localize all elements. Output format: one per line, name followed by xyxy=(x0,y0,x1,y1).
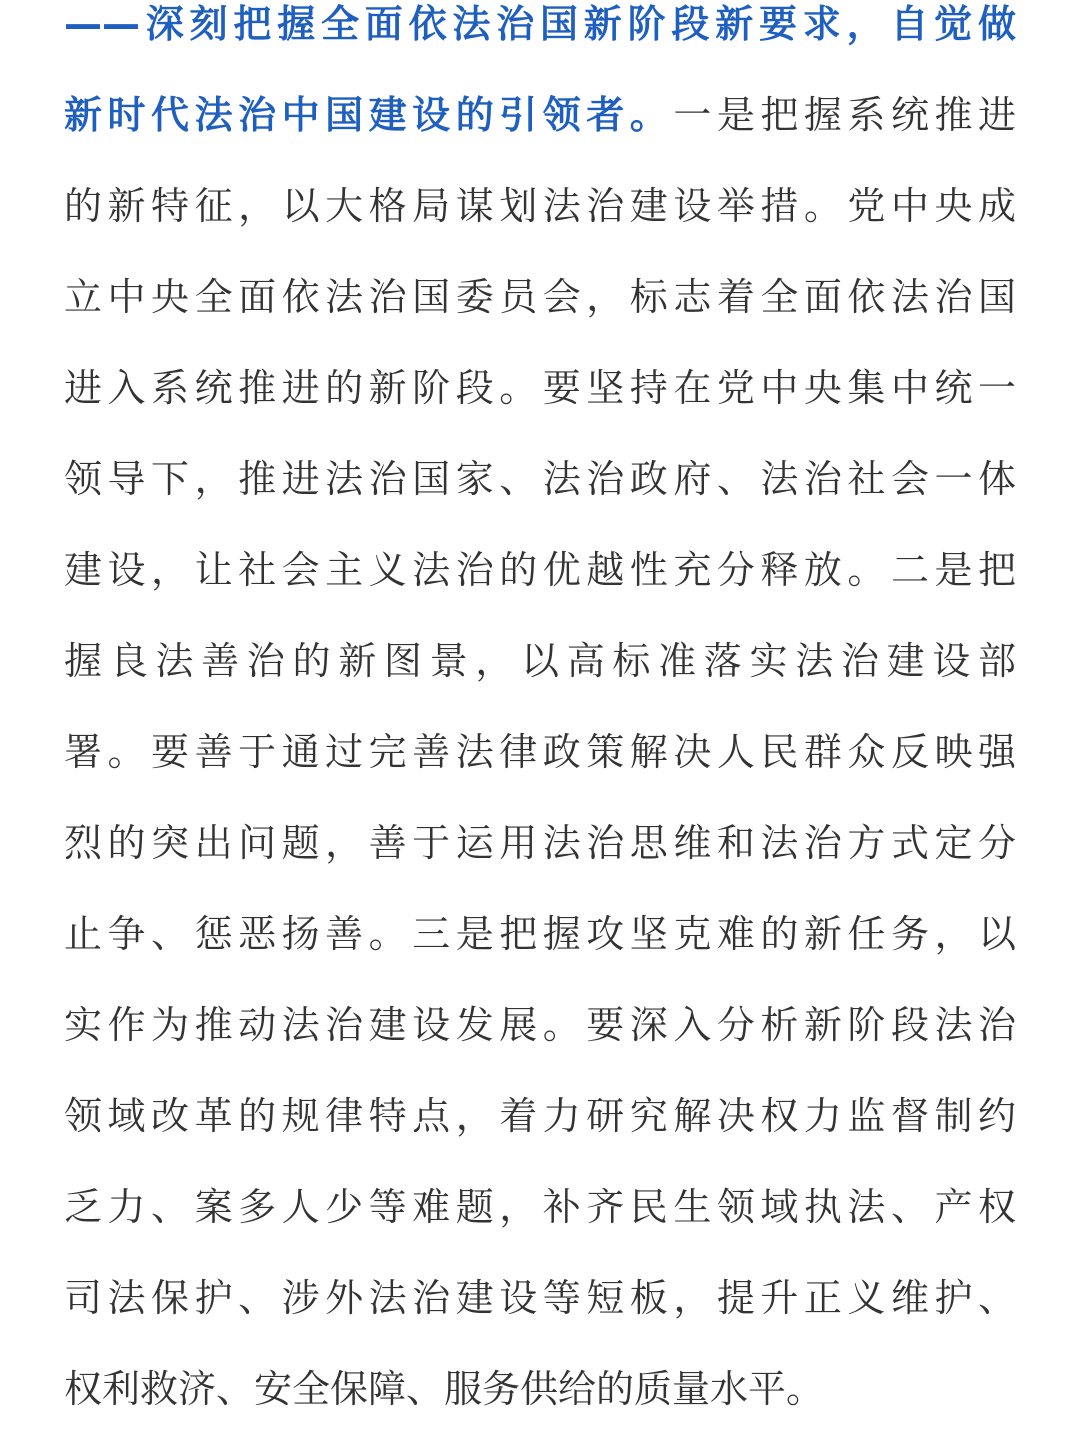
text-line-14 xyxy=(64,1183,1016,1274)
text-line-2 xyxy=(64,91,1016,182)
text-line-9 xyxy=(64,728,1016,819)
text-line-11 xyxy=(64,910,1016,1001)
line-text: 乏力、案多人少等难题，补齐民生领域执法、产权 xyxy=(64,1185,1016,1229)
line-text: 实作为推动法治建设发展。要深入分析新阶段法治 xyxy=(64,1003,1016,1047)
line-text: 领导下，推进法治国家、法治政府、法治社会一体 xyxy=(64,457,1016,501)
text-line-7 xyxy=(64,546,1016,637)
line-text: 一是把握系统推进 xyxy=(673,93,1016,137)
line-text: 司法保护、涉外法治建设等短板，提升正义维护、 xyxy=(64,1276,1016,1320)
line-text: 的新特征，以大格局谋划法治建设举措。党中央成 xyxy=(64,184,1016,228)
text-line-16 xyxy=(64,1365,1016,1456)
text-line-8 xyxy=(64,637,1016,728)
text-line-6 xyxy=(64,455,1016,546)
text-line-15 xyxy=(64,1274,1016,1365)
article-body xyxy=(64,0,1016,1456)
text-line-4 xyxy=(64,273,1016,364)
highlight-heading: 新时代法治中国建设的引领者。 xyxy=(64,93,674,137)
text-line-12 xyxy=(64,1001,1016,1092)
text-line-3 xyxy=(64,182,1016,273)
line-text: 建设，让社会主义法治的优越性充分释放。二是把 xyxy=(64,548,1016,592)
text-line-13 xyxy=(64,1092,1016,1183)
highlight-heading: ——深刻把握全面依法治国新阶段新要求，自觉做 xyxy=(64,2,1016,46)
line-text: 止争、惩恶扬善。三是把握攻坚克难的新任务，以 xyxy=(64,912,1016,956)
line-text: 署。要善于通过完善法律政策解决人民群众反映强 xyxy=(64,730,1016,774)
line-text: 领域改革的规律特点，着力研究解决权力监督制约 xyxy=(64,1094,1016,1138)
text-line-5 xyxy=(64,364,1016,455)
line-text: 握良法善治的新图景，以高标准落实法治建设部 xyxy=(64,639,1016,683)
text-line-10 xyxy=(64,819,1016,910)
line-text: 进入系统推进的新阶段。要坚持在党中央集中统一 xyxy=(64,366,1016,410)
line-text: 权利救济、安全保障、服务供给的质量水平。 xyxy=(64,1367,825,1411)
line-text: 立中央全面依法治国委员会，标志着全面依法治国 xyxy=(64,275,1016,319)
line-text: 烈的突出问题，善于运用法治思维和法治方式定分 xyxy=(64,821,1016,865)
text-line-1 xyxy=(64,0,1016,91)
